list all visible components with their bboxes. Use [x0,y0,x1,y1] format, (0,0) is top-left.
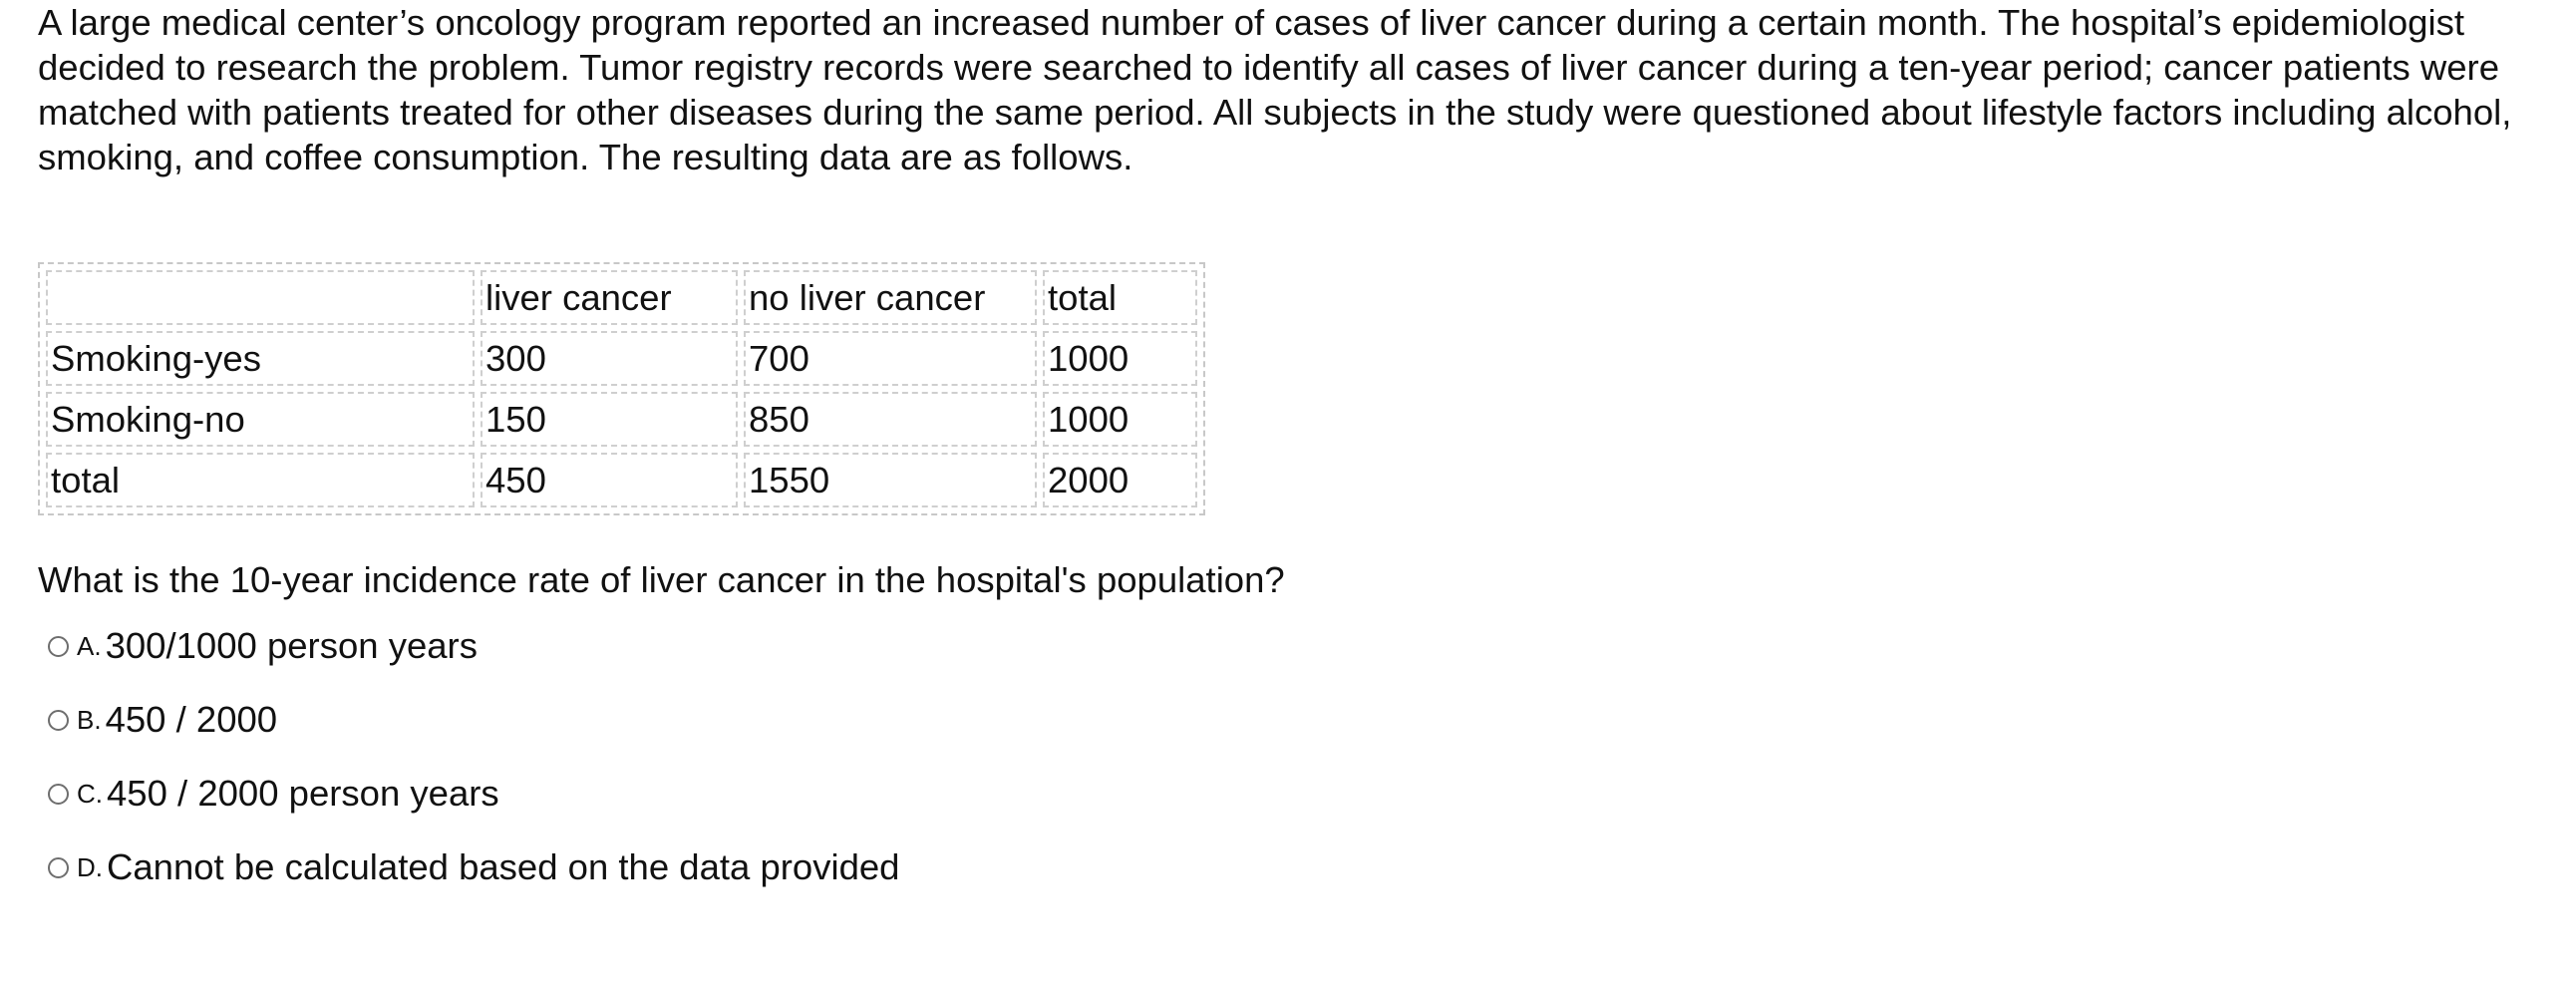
choice-b[interactable] [48,695,899,745]
table-header-cell [46,270,475,325]
table-header-cell: total [1043,270,1197,325]
table-cell: 1000 [1043,331,1197,386]
table-row [46,331,1197,386]
choice-c[interactable] [48,769,899,819]
choice-d[interactable] [48,842,899,892]
choice-text: 450 / 2000 person years [107,773,499,814]
table-cell: 450 [481,453,738,507]
choice-text: 450 / 2000 [105,699,278,740]
table-row [46,392,1197,447]
table-cell: 1550 [744,453,1037,507]
table-cell: 150 [481,392,738,447]
radio-button[interactable] [48,857,69,878]
choice-letter: D. [77,851,103,882]
table-header-row [46,270,1197,325]
choice-a[interactable] [48,621,899,671]
table-cell: 1000 [1043,392,1197,447]
table-header-cell: no liver cancer [744,270,1037,325]
table-cell: 850 [744,392,1037,447]
radio-button[interactable] [48,784,69,805]
table-cell: Smoking-no [46,392,475,447]
table-cell: 300 [481,331,738,386]
table-cell: total [46,453,475,507]
data-table [38,262,1205,515]
choice-letter: C. [77,778,103,809]
table-cell: 700 [744,331,1037,386]
table-row [46,453,1197,507]
question-text: What is the 10-year incidence rate of liver cancer in the hospital's population? [38,559,1285,600]
question-stem: A large medical center’s oncology program reported an increased number of cases of liver cancer during a certain month. The hospital’s epidemiologist decided to research the problem. Tumor registry records were searched to identify all cases of liver cancer during a ten-year period; cancer patients were matched with patients treated for other diseases during the same period. All subjects in the study were questioned about lifestyle factors including alcohol, smoking, and coffee consumption. The resulting data are as follows. [38,2,2512,177]
answer-choices [48,621,899,916]
choice-letter: A. [77,630,102,661]
table-cell: 2000 [1043,453,1197,507]
radio-button[interactable] [48,636,69,657]
radio-button[interactable] [48,710,69,731]
table-cell: Smoking-yes [46,331,475,386]
table-header-cell: liver cancer [481,270,738,325]
choice-text: 300/1000 person years [105,625,478,666]
choice-text: Cannot be calculated based on the data provided [107,846,900,887]
choice-letter: B. [77,704,102,735]
